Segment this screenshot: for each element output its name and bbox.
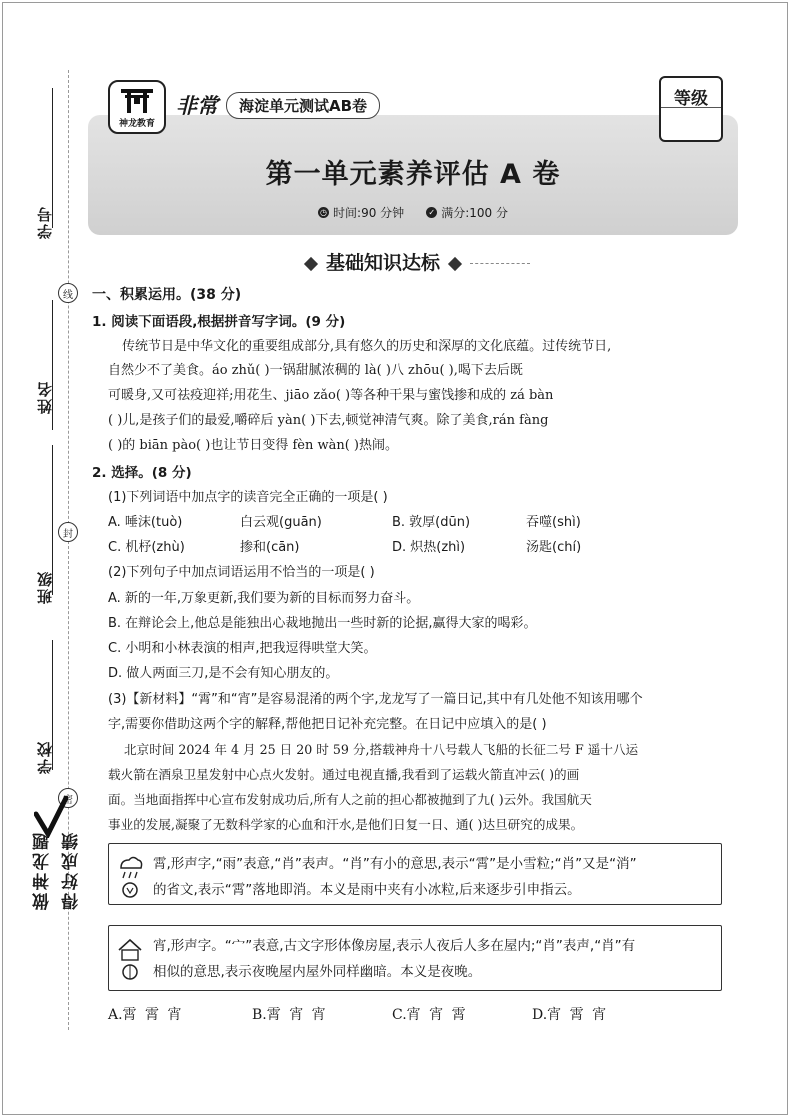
q1-line-4: ( )儿,是孩子们的最爱,嚼碎后 yàn( )下去,顿觉神清气爽。除了美食,rán fàng bbox=[108, 413, 549, 428]
grade-box bbox=[659, 76, 723, 142]
diary-line-2: 载火箭在酒泉卫星发射中心点火发射。通过电视直播,我看到了运载火箭直冲云( )的画 bbox=[108, 767, 580, 782]
definition-1-line-2: 的省文,表示“霄”落地即消。本义是雨中夹有小冰粒,后来逐步引申指云。 bbox=[153, 882, 581, 898]
seal-secret-mark: 密 bbox=[58, 788, 78, 808]
q2-sub2: (2)下列句子中加点词语运用不恰当的一项是( ) bbox=[108, 565, 375, 580]
gate-icon bbox=[119, 86, 155, 114]
clock-icon: ◷ bbox=[318, 207, 329, 218]
q2-sub1-option-d: D. 炽热(zhì) bbox=[392, 540, 466, 555]
q2-sub1-option-b2: 吞噬(shì) bbox=[526, 515, 581, 530]
publisher-logo bbox=[108, 80, 166, 134]
motto bbox=[30, 830, 84, 910]
definition-2-line-2: 相似的意思,表示夜晚屋内屋外同样幽暗。本义是夜晚。 bbox=[153, 964, 482, 980]
time-info bbox=[318, 204, 404, 221]
motto-line-1: 做神龙题 bbox=[33, 830, 53, 910]
answer-option-d: D.宵 霄 宵 bbox=[532, 1007, 607, 1023]
q2-sub1: (1)下列词语中加点字的读音完全正确的一项是( ) bbox=[108, 490, 388, 505]
q2-sub1-option-a2: 白云观(guān) bbox=[240, 515, 322, 530]
definition-2-line-1: 宵,形声字。“宀”表意,古文字形体像房屋,表示人夜后人多在屋内;“肖”表声,“肖”有 bbox=[153, 938, 636, 954]
q2-stem: 2. 选择。(8 分) bbox=[92, 465, 192, 481]
diary-line-3: 面。当地面指挥中心宣布发射成功后,所有人之前的担心都被抛到了九( )云外。我国航天 bbox=[108, 792, 592, 807]
diary-line-4: 事业的发展,凝聚了无数科学家的心血和汗水,是他们日复一日、通( )达旦研究的成果。 bbox=[108, 817, 584, 832]
diamond-icon bbox=[304, 256, 318, 270]
page-title: 第一单元素养评估 A 卷 bbox=[265, 159, 561, 190]
q1-stem: 1. 阅读下面语段,根据拼音写字词。(9 分) bbox=[92, 314, 346, 330]
class-label: 班级 bbox=[36, 570, 54, 604]
definition-box-xiao-night bbox=[108, 925, 722, 991]
answer-option-a: A.霄 霄 宵 bbox=[108, 1007, 182, 1023]
q1-line-5: ( )的 biān pào( )也让节日变得 fèn wàn( )热闹。 bbox=[108, 438, 398, 453]
q2-sub1-option-c2: 掺和(cān) bbox=[240, 540, 300, 555]
q2-sub2-option-d: D. 做人两面三刀,是不会有知心朋友的。 bbox=[108, 666, 339, 681]
answer-option-b: B.霄 宵 宵 bbox=[252, 1007, 326, 1023]
logo-caption: 神龙教育 bbox=[118, 118, 155, 129]
definition-box-xiao-cloud bbox=[108, 843, 722, 905]
q2-sub1-option-c: C. 机杼(zhù) bbox=[108, 540, 185, 555]
part1-heading: 一、积累运用。(38 分) bbox=[92, 287, 242, 303]
brand-series: 海淀单元测试AB卷 bbox=[226, 92, 380, 119]
definition-text-2 bbox=[153, 933, 715, 985]
exam-meta bbox=[88, 204, 738, 221]
rain-cloud-icon bbox=[117, 854, 143, 900]
q2-sub1-option-d2: 汤匙(chí) bbox=[526, 540, 582, 555]
q2-sub2-option-b: B. 在辩论会上,他总是能独出心裁地抛出一些时新的论据,赢得大家的喝彩。 bbox=[108, 616, 537, 631]
diamond-icon bbox=[448, 256, 462, 270]
seal-line-mark: 线 bbox=[58, 283, 78, 303]
definition-text-1 bbox=[153, 851, 715, 903]
score-text: 满分:100 分 bbox=[441, 206, 508, 220]
grade-label: 等级 bbox=[661, 78, 721, 108]
q2-sub1-option-a: A. 唾沫(tuò) bbox=[108, 515, 183, 530]
time-text: 时间:90 分钟 bbox=[333, 206, 405, 220]
score-info bbox=[426, 204, 508, 221]
diary-line-1: 北京时间 2024 年 4 月 25 日 20 时 59 分,搭载神舟十八号载人飞船的长征二号 F 遥十八运 bbox=[124, 742, 639, 757]
divider bbox=[470, 263, 530, 264]
name-label: 姓名 bbox=[36, 380, 54, 414]
check-circle-icon: ✓ bbox=[426, 207, 437, 218]
q2-sub2-option-a: A. 新的一年,万象更新,我们要为新的目标而努力奋斗。 bbox=[108, 591, 420, 606]
q2-sub1-option-b: B. 敦厚(dūn) bbox=[392, 515, 471, 530]
answer-option-c: C.宵 宵 霄 bbox=[392, 1007, 466, 1023]
brand-script: 非常 bbox=[176, 93, 218, 118]
q1-line-3: 可暖身,又可祛疫迎祥;用花生、jiāo zǎo( )等各种干果与蜜饯掺和成的 zá bàn bbox=[108, 388, 554, 403]
seal-seal-mark: 封 bbox=[58, 522, 78, 542]
section-heading bbox=[88, 248, 738, 275]
section-title-text: 基础知识达标 bbox=[325, 252, 440, 274]
school-label: 学校 bbox=[36, 740, 54, 774]
q2-sub3-line-1: (3)【新材料】“霄”和“宵”是容易混淆的两个字,龙龙写了一篇日记,其中有几处他不知该用哪个 bbox=[108, 692, 643, 707]
q2-sub3-line-2: 字,需要你借助这两个字的解释,帮他把日记补充完整。在日记中应填入的是( ) bbox=[108, 717, 547, 732]
q1-line-1: 传统节日是中华文化的重要组成部分,具有悠久的历史和深厚的文化底蕴。过传统节日, bbox=[122, 339, 612, 354]
q2-sub2-option-c: C. 小明和小林表演的相声,把我逗得哄堂大笑。 bbox=[108, 641, 377, 656]
student-id-label: 学号 bbox=[36, 205, 54, 239]
motto-line-2: 得好成绩 bbox=[62, 830, 82, 910]
definition-1-line-1: 霄,形声字,“雨”表意,“肖”表声。“肖”有小的意思,表示“霄”是小雪粒;“肖”又是“消” bbox=[153, 856, 637, 872]
brand bbox=[176, 90, 380, 120]
q1-line-2: 自然少不了美食。áo zhǔ( )一锅甜腻浓稠的 là( )八 zhōu( ),喝下去后既 bbox=[108, 363, 523, 378]
house-lamp-icon bbox=[117, 936, 143, 982]
